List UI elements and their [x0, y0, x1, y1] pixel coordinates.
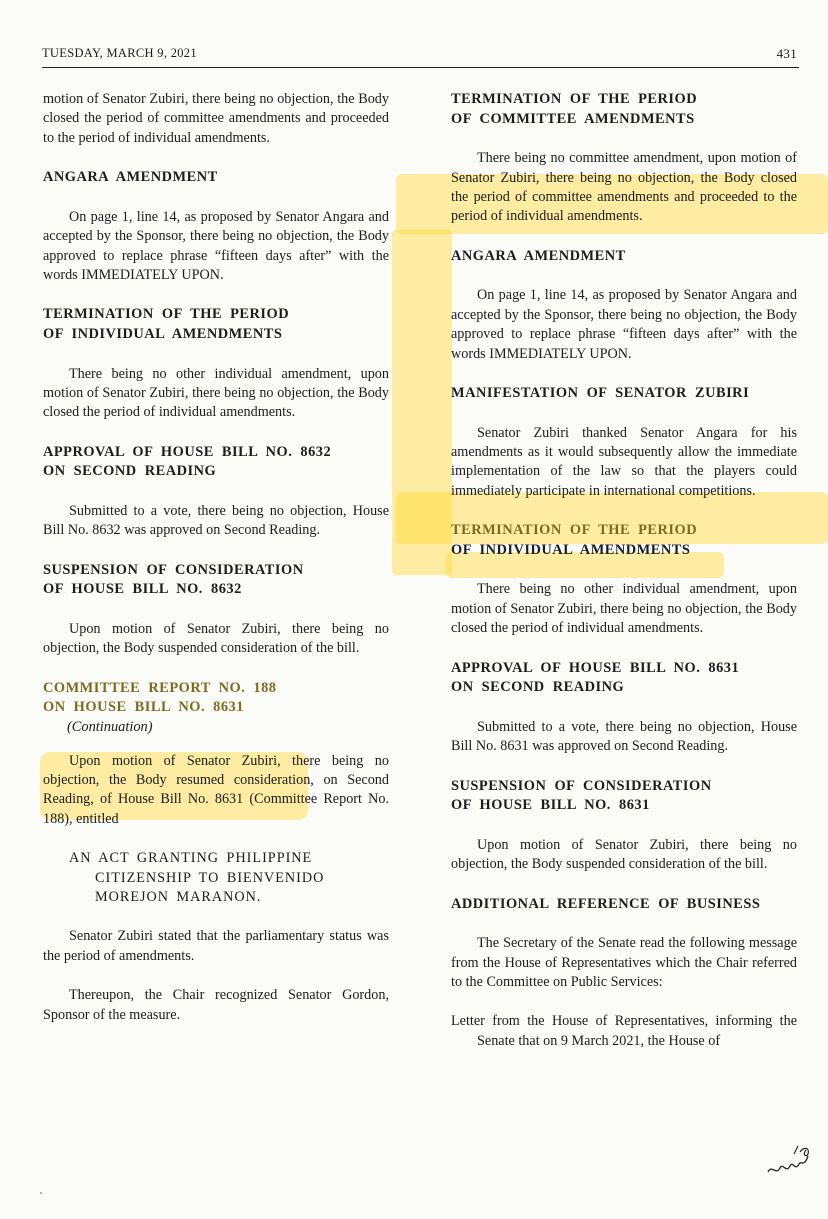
suspension-8631-text: Upon motion of Senator Zubiri, there being no objection, the Body suspended consideration of the bill.	[451, 836, 797, 873]
act-title-line-3: MOREJON MARANON.	[95, 889, 262, 906]
left-column	[43, 90, 389, 1045]
act-title	[69, 849, 389, 907]
house-letter-text: Letter from the House of Representatives, informing the Senate that on 9 March 2021, the House of	[451, 1013, 797, 1049]
heading-line-2: OF INDIVIDUAL AMENDMENTS	[43, 326, 283, 343]
header-date: TUESDAY, MARCH 9, 2021	[42, 46, 197, 60]
approval-8631-heading	[451, 659, 797, 698]
header-rule	[42, 67, 799, 68]
manifestation-text: Senator Zubiri thanked Senator Angara for his amendments as it would subsequently allow the immediate implementation of the law so that the players could immediately participate in international competitions.	[451, 424, 797, 499]
intro-paragraph: motion of Senator Zubiri, there being no objection, the Body closed the period of committee amendments and proceeded to the period of individual amendments.	[43, 91, 389, 146]
act-title-line-1: AN ACT GRANTING PHILIPPINE	[69, 850, 313, 867]
termination-individual-heading	[451, 521, 797, 560]
handwritten-signature-doodle	[764, 1142, 814, 1182]
heading-line-2: OF HOUSE BILL NO. 8631	[451, 797, 650, 814]
additional-reference-text: The Secretary of the Senate read the following message from the House of Representatives which the Chair referred to the Committee on Public Services:	[451, 935, 797, 991]
heading-line: MANIFESTATION OF SENATOR ZUBIRI	[451, 385, 750, 402]
heading-line: ANGARA AMENDMENT	[451, 247, 626, 264]
page-number: 431	[776, 46, 797, 61]
heading-line-2: OF INDIVIDUAL AMENDMENTS	[451, 541, 691, 558]
angara-amendment-text: On page 1, line 14, as proposed by Senator Angara and accepted by the Sponsor, there being no objection, the Body approved to replace phrase “fifteen days after” with the words IMMEDIATELY UPON.	[43, 208, 389, 284]
angara-amendment-text: On page 1, line 14, as proposed by Senator Angara and accepted by the Sponsor, there being no objection, the Body approved to replace phrase “fifteen days after” with the words IMMEDIATELY UPON.	[451, 287, 797, 362]
approval-8631-text: Submitted to a vote, there being no objection, House Bill No. 8631 was approved on Second Reading.	[451, 718, 797, 755]
heading-line: ANGARA AMENDMENT	[43, 169, 218, 186]
heading-line-2: ON SECOND READING	[451, 679, 625, 696]
suspension-8632-text: Upon motion of Senator Zubiri, there being no objection, the Body suspended consideration of the bill.	[43, 621, 389, 657]
suspension-8631-heading	[451, 777, 797, 816]
heading-line-2: OF HOUSE BILL NO. 8632	[43, 581, 242, 598]
heading-line: ADDITIONAL REFERENCE OF BUSINESS	[451, 895, 761, 912]
termination-committee-text: There being no committee amendment, upon motion of Senator Zubiri, there being no objection, the Body closed the period of committee amendments and proceeded to the period of individual amendments.	[451, 150, 797, 225]
additional-reference-heading	[451, 895, 797, 915]
angara-amendment-heading	[43, 168, 389, 188]
heading-line-1: SUSPENSION OF CONSIDERATION	[451, 777, 712, 794]
heading-line-1: TERMINATION OF THE PERIOD	[43, 306, 290, 323]
approval-8632-heading	[43, 443, 389, 482]
termination-individual-text: There being no other individual amendment, upon motion of Senator Zubiri, there being no objection, the Body closed the period of individual amendments.	[451, 581, 797, 637]
heading-line-1: APPROVAL OF HOUSE BILL NO. 8632	[43, 443, 332, 460]
scan-speck	[40, 1192, 42, 1194]
highlight-mark-vertical-bar	[392, 230, 452, 575]
termination-individual-heading	[43, 305, 389, 344]
angara-amendment-heading	[451, 247, 797, 267]
suspension-8632-heading	[43, 561, 389, 600]
page-header	[42, 46, 797, 64]
gordon-recognized-text: Thereupon, the Chair recognized Senator Gordon, Sponsor of the measure.	[43, 987, 389, 1023]
termination-committee-heading	[451, 90, 797, 129]
act-title-line-2: CITIZENSHIP TO BIENVENIDO	[95, 869, 325, 886]
heading-line-1: COMMITTEE REPORT NO. 188	[43, 679, 277, 696]
heading-line-2: OF COMMITTEE AMENDMENTS	[451, 110, 695, 127]
heading-line-1: TERMINATION OF THE PERIOD	[451, 91, 698, 107]
heading-line-2: ON HOUSE BILL NO. 8631	[43, 699, 244, 716]
resumed-consideration-text: Upon motion of Senator Zubiri, there being no objection, the Body resumed consideration, on Second Reading, of House Bill No. 8631 (Committee Report No. 188), entitled	[43, 752, 389, 827]
heading-line-2: ON SECOND READING	[43, 463, 217, 480]
manifestation-heading	[451, 384, 797, 404]
right-column	[451, 90, 797, 1071]
approval-8632-text: Submitted to a vote, there being no objection, House Bill No. 8632 was approved on Second Reading.	[43, 503, 389, 539]
heading-line-1: APPROVAL OF HOUSE BILL NO. 8631	[451, 659, 740, 676]
committee-report-heading	[43, 679, 389, 738]
continuation-label: (Continuation)	[67, 719, 153, 736]
heading-line-1: TERMINATION OF THE PERIOD	[451, 522, 698, 539]
termination-individual-text: There being no other individual amendment, upon motion of Senator Zubiri, there being no objection, the Body closed the period of individual amendments.	[43, 365, 389, 421]
heading-line-1: SUSPENSION OF CONSIDERATION	[43, 561, 304, 578]
parliamentary-status-text: Senator Zubiri stated that the parliamentary status was the period of amendments.	[43, 928, 389, 964]
